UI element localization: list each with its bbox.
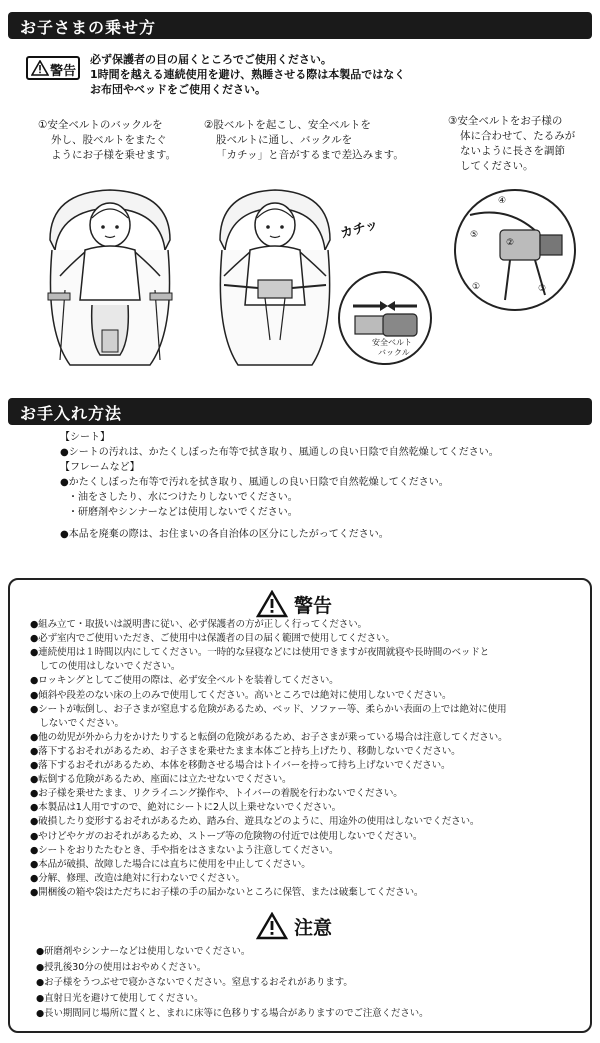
caution-box-title: 注意: [294, 917, 333, 939]
intro-line: 1時間を越える連続使用を避け、熟睡させる際は本製品ではなく: [90, 68, 406, 81]
step-3-line: 体に合わせて、たるみが: [460, 130, 576, 142]
warning-triangle-icon: [256, 590, 288, 618]
warning-item: しないでください。: [30, 717, 124, 729]
caution-item: ●長い期間同じ場所に置くと、まれに床等に色移りする場合がありますのでご注意ください。: [36, 1008, 429, 1019]
care-frame-heading: 【フレームなど】: [60, 462, 140, 473]
care-disposal: ●本品を廃棄の際は、お住まいの各自治体の区分にしたがってください。: [60, 529, 389, 540]
step-3-line: ないように長さを調節: [460, 145, 565, 157]
intro-line: お布団やベッドをご使用ください。: [90, 83, 266, 96]
intro-line: 必ず保護者の目の届くところでご使用ください。: [90, 53, 332, 66]
belt-adjust-illustration: [450, 185, 580, 315]
warning-item: ●連続使用は１時間以内にしてください。一時的な昼寝などには使用できますが夜間就寝や長時間のベッドと: [30, 647, 490, 659]
warning-box-title: 警告: [294, 595, 333, 617]
warning-item: ●落下するおそれがあるため、本体を移動させる場合はトイバーを持って持ち上げないでください。: [30, 760, 451, 771]
caution-item: ●直射日光を避けて使用してください。: [36, 992, 204, 1004]
step-2-line: 股ベルトに通し、バックルを: [216, 134, 353, 146]
care-frame-text: ●かたくしぼった布等で汚れを拭き取り、風通しの良い日陰で自然乾燥してください。: [60, 477, 449, 488]
seat-illustration-step-1: [40, 180, 180, 380]
step-mark: ③: [538, 284, 547, 294]
caution-item: ●授乳後30分の使用はおやめください。: [36, 961, 207, 973]
step-3-line: してください。: [460, 160, 534, 172]
buckle-caption: バックル: [378, 348, 410, 357]
warning-item: ●シートが転倒し、お子さまが窒息する危険があるため、ベッド、ソファー等、柔らかい表面の上では絶対に使用: [30, 703, 507, 715]
care-frame-note: ・油をさしたり、水につけたりしないでください。: [68, 492, 298, 503]
seat-illustration-step-2: [210, 180, 340, 380]
warning-item: ●傾斜や段差のない床の上のみで使用してください。高いところでは絶対に使用しないでください。: [30, 689, 452, 701]
warning-item: ●必ず室内でご使用いただき、ご使用中は保護者の目の届く範囲で使用してください。: [30, 633, 395, 645]
section-header-seating: [8, 12, 592, 39]
warning-item: ●シートをおりたたむとき、手や指をはさまないよう注意してください。: [30, 844, 339, 856]
click-sound-text: カチッ: [338, 217, 380, 242]
step-1-line: ①安全ベルトのバックルを: [38, 119, 163, 131]
warning-item: ●本製品は1人用ですので、絶対にシートに2人以上乗せないでください。: [30, 802, 341, 814]
step-1-line: 外し、股ベルトをまたぐ: [51, 134, 167, 146]
step-mark: ⑤: [470, 230, 479, 240]
care-seat-heading: 【シート】: [60, 432, 110, 443]
warning-label: [26, 56, 80, 80]
warning-triangle-icon: [31, 60, 49, 76]
caution-item: ●お子様をうつぶせで寝かさないでください。窒息するおそれがあります。: [36, 977, 353, 988]
warning-item: ●他の幼児が外から力をかけたりすると転倒の危険があるため、お子さまが乗っている場合は注意してください。: [30, 731, 508, 743]
care-frame-note: ・研磨剤やシンナーなどは使用しないでください。: [68, 507, 298, 518]
step-3-line: ③安全ベルトをお子様の: [448, 115, 563, 127]
step-mark: ④: [498, 196, 507, 206]
section-title: お手入れ方法: [20, 404, 123, 423]
caution-triangle-icon: [256, 912, 288, 940]
caution-item: ●研磨剤やシンナーなどは使用しないでください。: [36, 946, 251, 957]
warning-item: ●お子様を乗せたまま、リクライニング操作や、トイバーの着脱を行わないでください。: [30, 788, 403, 800]
warning-label-text: 警告: [50, 64, 77, 79]
warning-item: ●ロッキングとしてご使用の際は、必ず安全ベルトを装着してください。: [30, 675, 339, 687]
warning-item: ●開梱後の箱や袋はただちにお子様の手の届かないところに保管、または破棄してください。: [30, 886, 424, 898]
buckle-caption: 安全ベルト: [372, 338, 412, 347]
step-mark: ①: [472, 282, 481, 292]
warning-item: ●組み立て・取扱いは説明書に従い、必ず保護者の方が正しく行ってください。: [30, 619, 367, 630]
warning-item: ●分解、修理、改造は絶対に行わないでください。: [30, 872, 245, 884]
section-title: お子さまの乗せ方: [20, 18, 157, 37]
warning-item: ●やけどやケガのおそれがあるため、ストーブ等の危険物の付近では使用しないでください。: [30, 830, 423, 842]
warning-item: ●落下するおそれがあるため、お子さまを乗せたまま本体ごと持ち上げたり、移動しないでください。: [30, 745, 461, 757]
care-seat-text: ●シートの汚れは、かたくしぼった布等で拭き取り、風通しの良い日陰で自然乾燥してください。: [60, 447, 499, 458]
warning-item: ●本品が破損、故障した場合には直ちに使用を中止してください。: [30, 858, 311, 870]
step-1-line: ようにお子様を乗せます。: [51, 149, 177, 161]
step-mark: ②: [506, 238, 515, 248]
warning-item: しての使用はしないでください。: [30, 661, 181, 673]
section-header-care: [8, 398, 592, 425]
step-2-line: ②股ベルトを起こし、安全ベルトを: [204, 119, 371, 131]
step-2-line: 「カチッ」と音がするまで差込みます。: [216, 149, 404, 161]
warning-item: ●転倒する危険があるため、座面には立たせないでください。: [30, 774, 292, 786]
warning-item: ●破損したり変形するおそれがあるため、踏み台、遊具などのように、用途外の使用はしないでください。: [30, 816, 480, 828]
